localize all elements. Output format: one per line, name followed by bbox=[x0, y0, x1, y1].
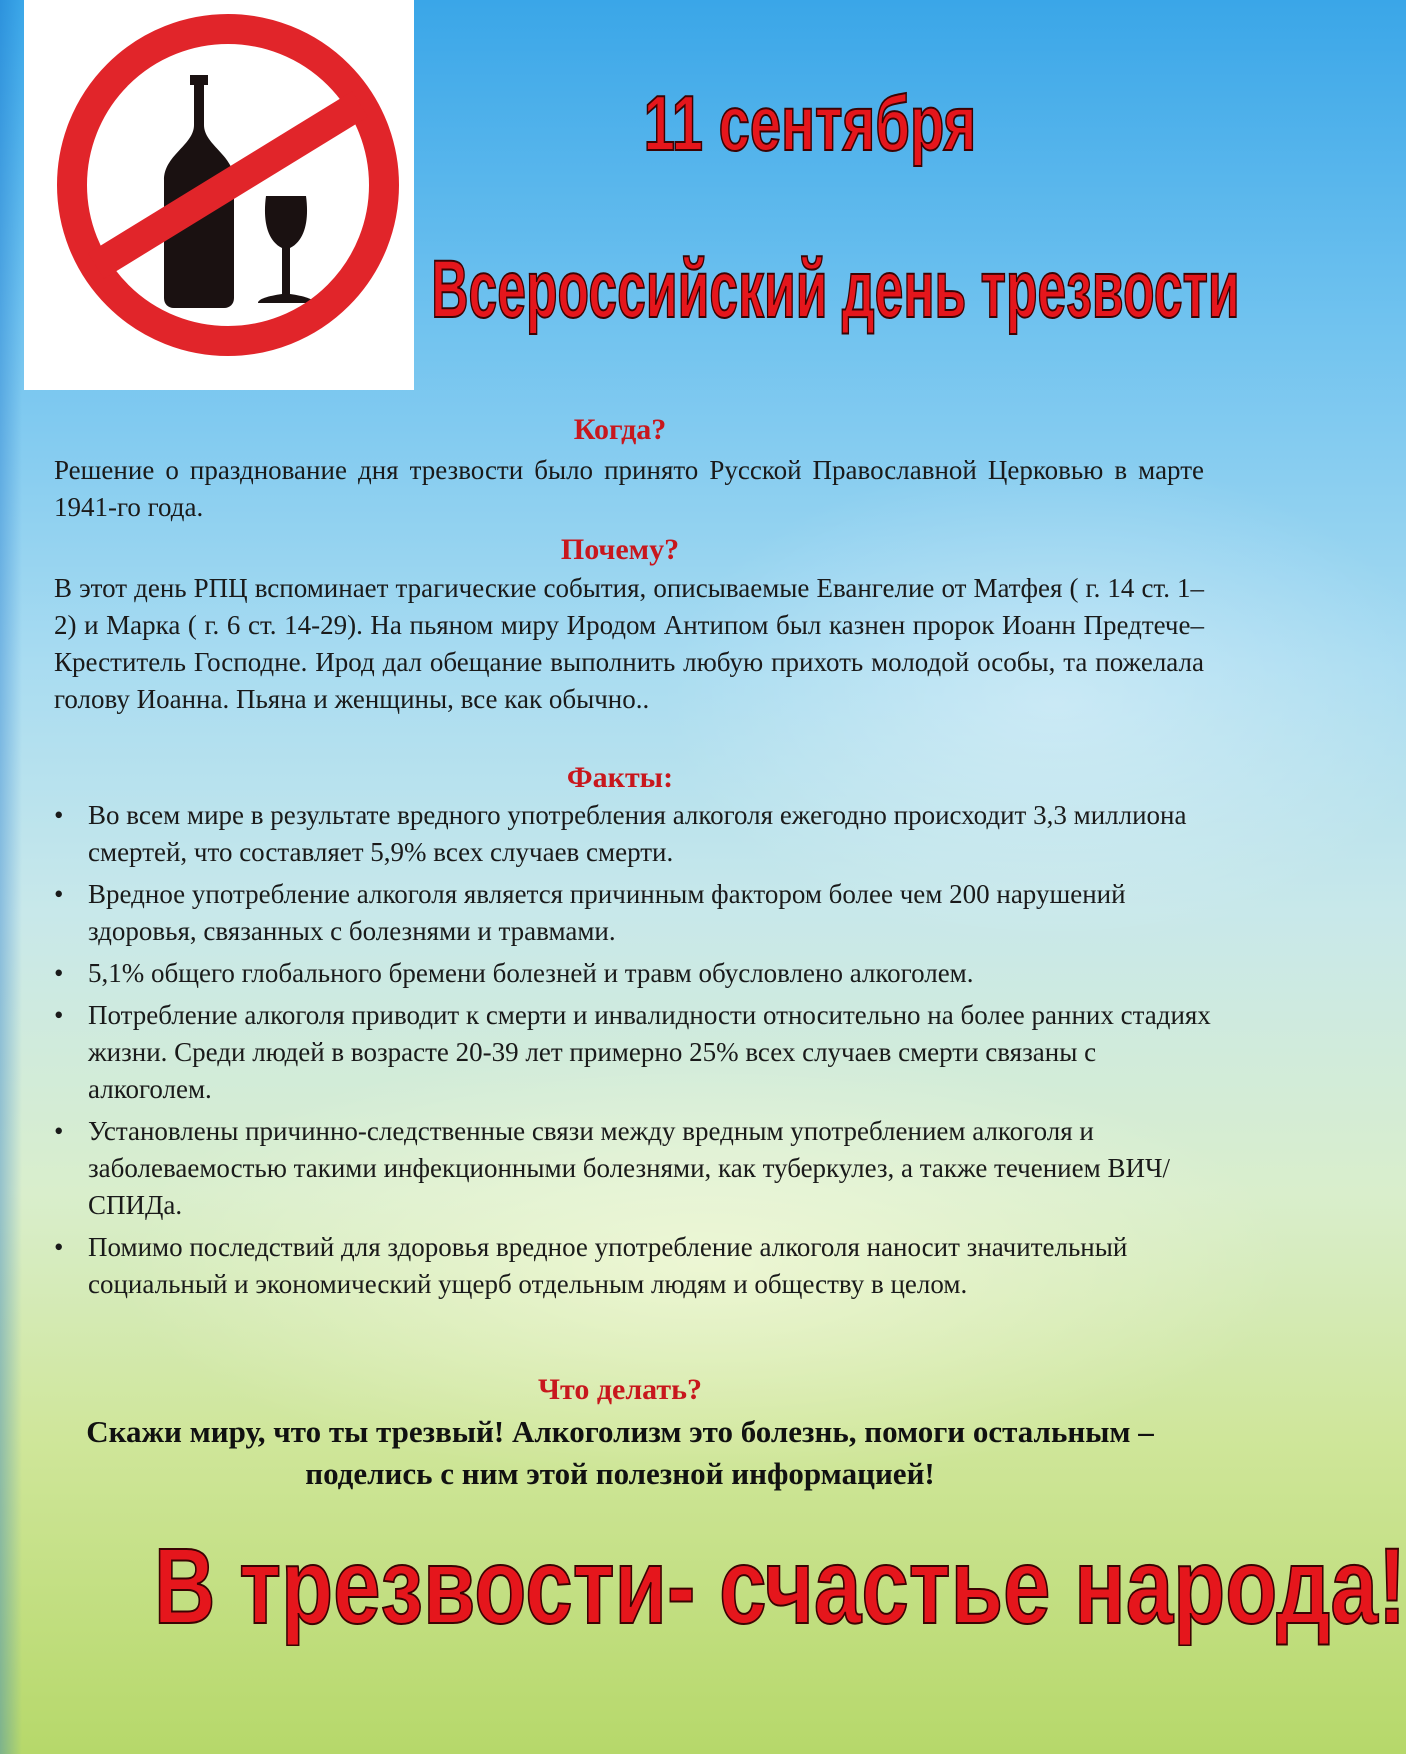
fact-text: Во всем мире в результате вредного употребления алкоголя ежегодно происходит 3,3 миллиона смертей, что составляет 5,9% всех случаев смерти. bbox=[88, 800, 1187, 867]
bullet-icon: • bbox=[54, 958, 64, 988]
fact-item bbox=[54, 955, 1214, 992]
no-alcohol-sign-icon bbox=[24, 0, 414, 390]
fact-item bbox=[54, 997, 1214, 1108]
fact-item bbox=[54, 1229, 1214, 1303]
fact-text: Вредное употребление алкоголя является причинным фактором более чем 200 нарушений здоровья, связанных с болезнями и травмами. bbox=[88, 879, 1126, 946]
fact-text: 5,1% общего глобального бремени болезней и травм обусловлено алкоголем. bbox=[88, 958, 974, 988]
fact-text: Потребление алкоголя приводит к смерти и инвалидности относительно на более ранних стадиях жизни. Среди людей в возрасте 20-39 лет примерно 25% всех случаев смерти связаны с алкоголем. bbox=[88, 1000, 1211, 1104]
bullet-icon: • bbox=[54, 800, 64, 830]
fact-text: Помимо последствий для здоровья вредное употребление алкоголя наносит значительный социальный и экономический ущерб отдельным людям и обществу в целом. bbox=[88, 1232, 1128, 1299]
fact-item bbox=[54, 797, 1214, 871]
background-edge bbox=[0, 0, 22, 1754]
wine-glass-icon bbox=[258, 196, 314, 303]
footer-slogan: В трезвости- счастье народа! bbox=[153, 1525, 1406, 1646]
bullet-icon: • bbox=[54, 879, 64, 909]
bullet-icon: • bbox=[54, 1000, 64, 1030]
fact-item bbox=[54, 876, 1214, 950]
paragraph-when: Решение о празднование дня трезвости было принято Русской Православной Церковью в марте 1941-го года. bbox=[54, 455, 1204, 522]
call-to-action: Скажи миру, что ты трезвый! Алкоголизм это болезнь, помоги остальным –поделись с ним этой полезной информацией! bbox=[86, 1414, 1154, 1491]
paragraph-why: В этот день РПЦ вспоминает трагические события, описываемые Евангелие от Матфея ( г. 14 ст. 1– 2) и Марка ( г. 6 ст. 14-29). На пьяном миру Иродом Антипом был казнен пророк Иоанн Предтече– Креститель Господне. Ирод дал обещание выполнить любую прихоть молодой особы, та пожелала голову Иоанна. Пьяна и женщины, все как обычно.. bbox=[54, 573, 1204, 714]
heading-when: Когда? bbox=[573, 413, 667, 446]
bullet-icon: • bbox=[54, 1232, 64, 1262]
facts-list bbox=[54, 797, 1214, 1308]
bullet-icon: • bbox=[54, 1116, 64, 1146]
heading-facts: Факты: bbox=[566, 761, 674, 794]
heading-why: Почему? bbox=[560, 533, 680, 566]
heading-what-to-do: Что делать? bbox=[537, 1373, 702, 1406]
fact-text: Установлены причинно-следственные связи между вредным употреблением алкоголя и заболеваемостью такими инфекционными болезнями, как туберкулез, а также течением ВИЧ/СПИДа. bbox=[88, 1116, 1171, 1220]
header-title: Всероссийский день трезвости bbox=[431, 244, 1240, 335]
no-alcohol-logo bbox=[24, 0, 414, 390]
header-date: 11 сентября bbox=[643, 79, 977, 167]
fact-item bbox=[54, 1113, 1214, 1224]
